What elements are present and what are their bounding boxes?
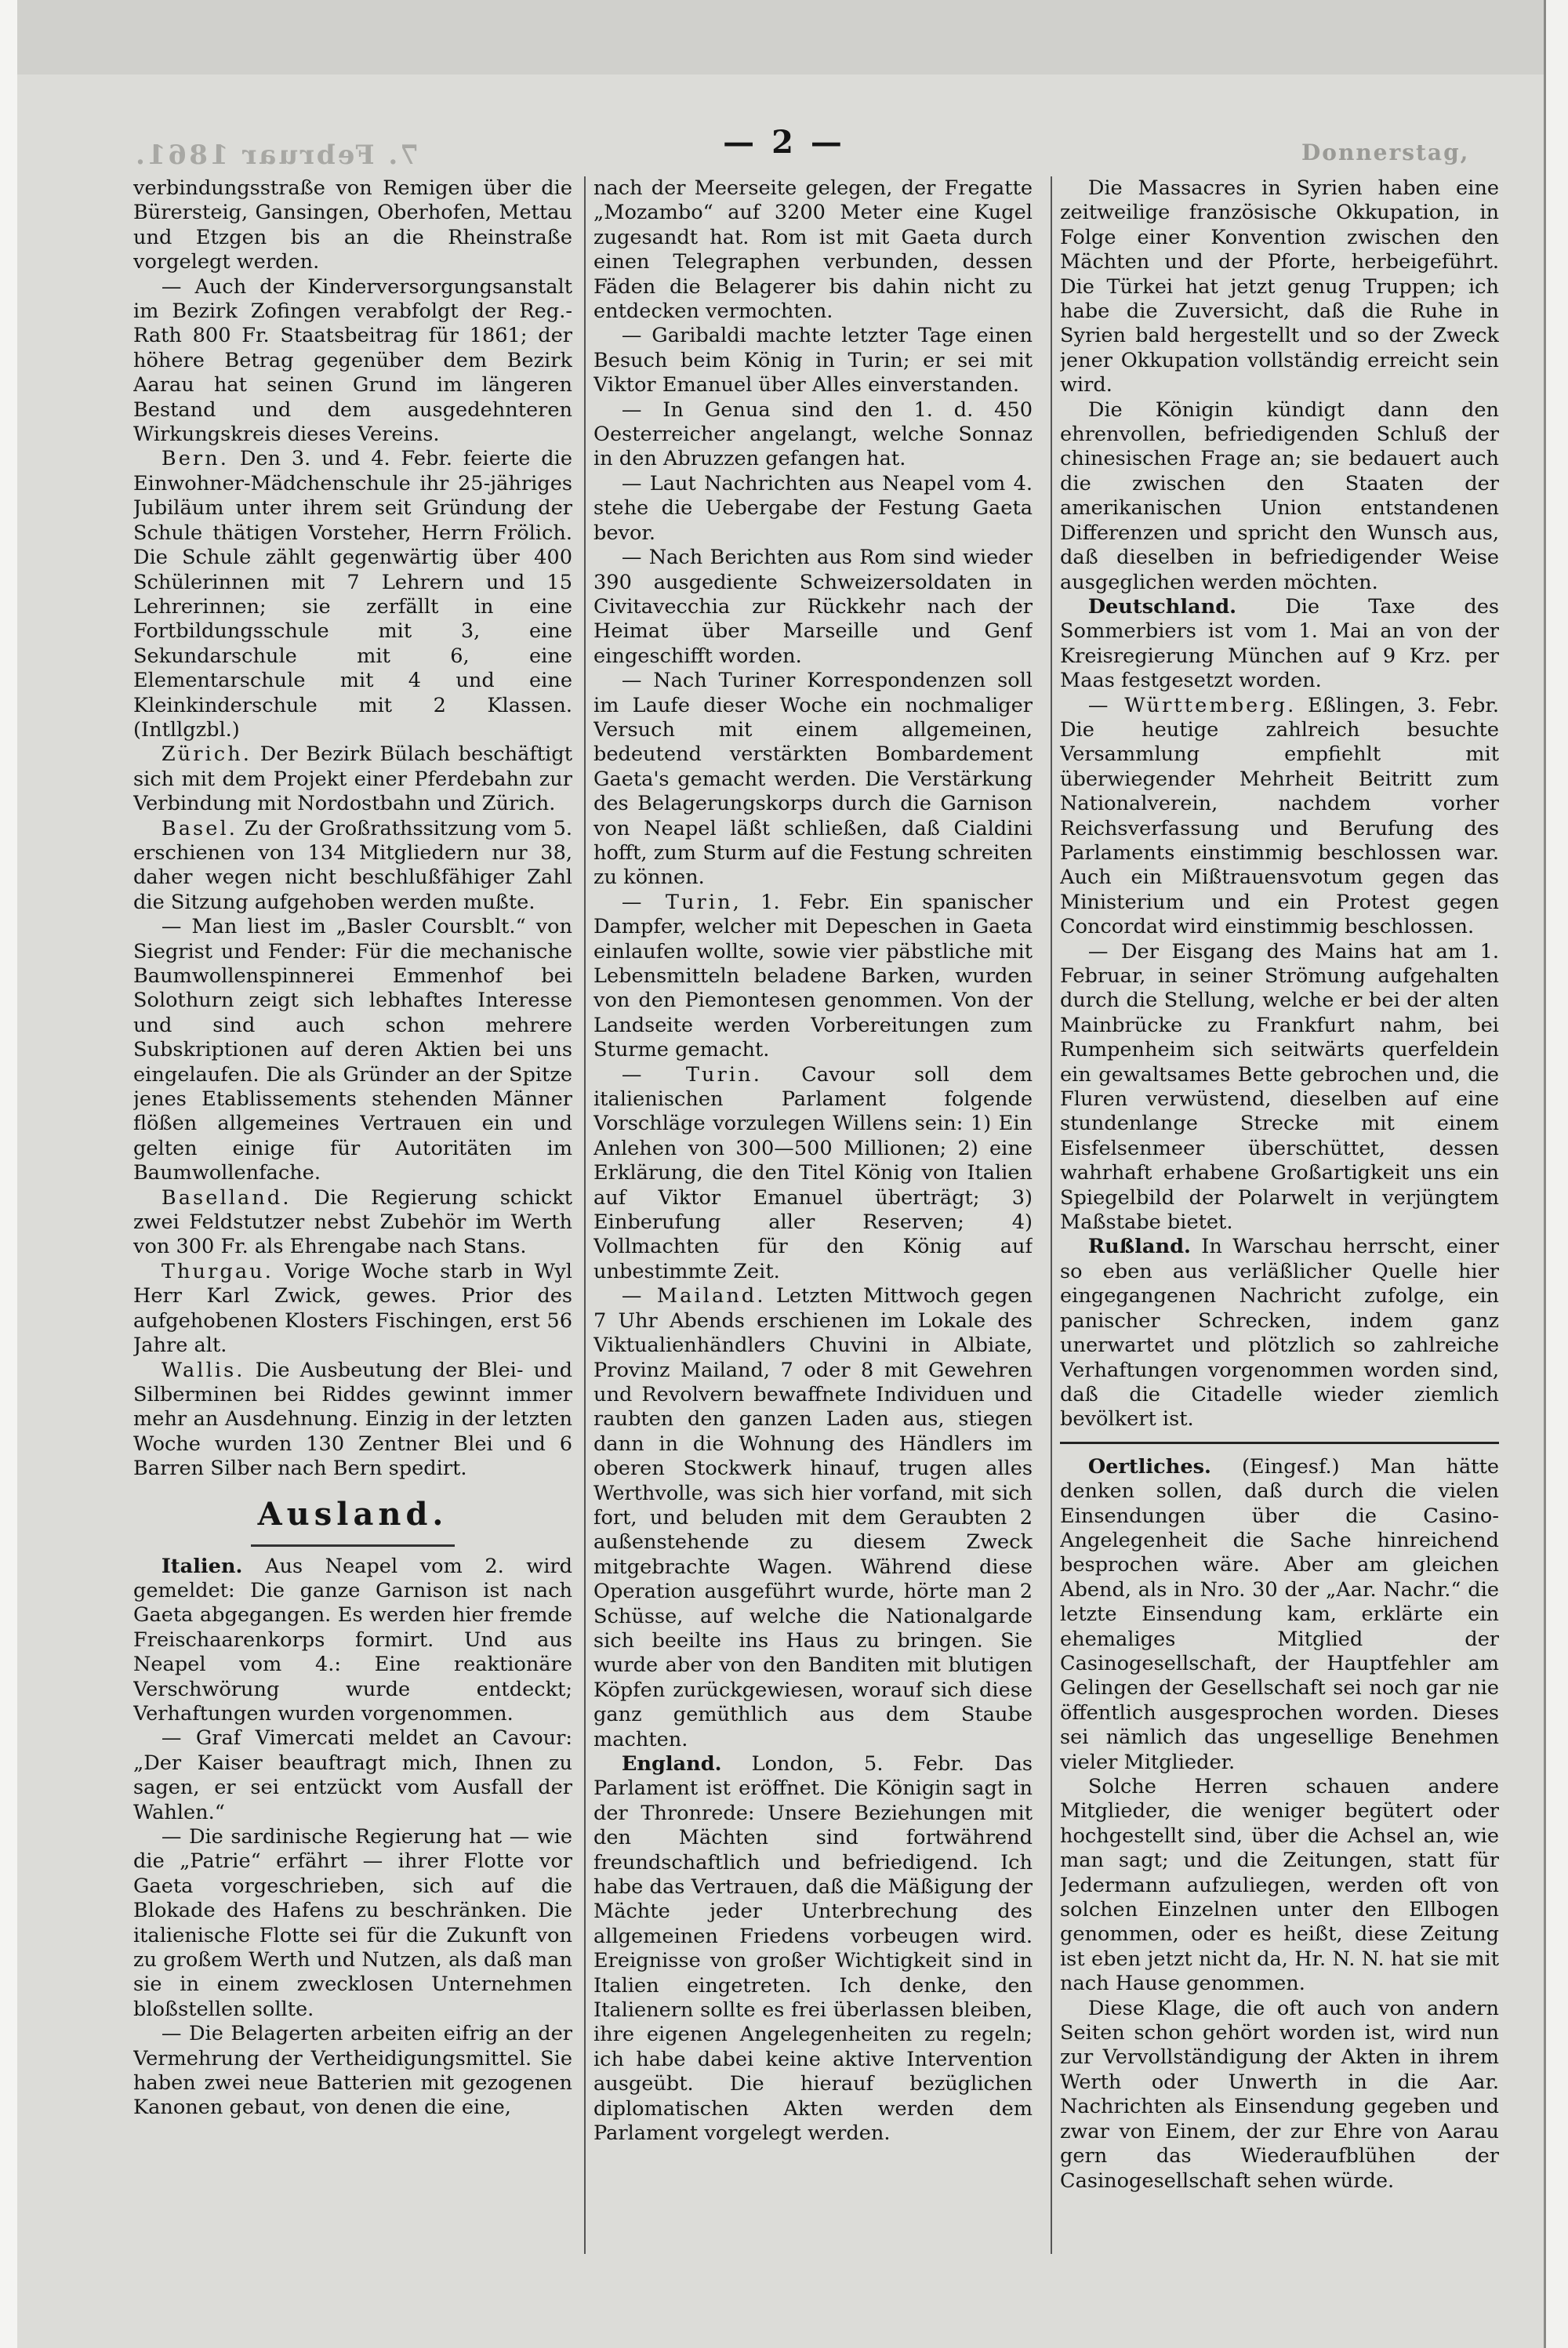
article-text: Letzten Mittwoch gegen 7 Uhr Abends erschienen im Lokale des Viktualienhändlers Chuvini in Albiate, Provinz Mailand, 7 oder 8 mit Gewehren und Revolvern bewaffnete Individuen und raubten den ganzen Laden aus, stiegen dann in die Wohnung des Händlers im oberen Stockwerk hinauf, trugen alles Werthvolle, was sich hier vorfand, mit sich fort, und beluden mit dem Geraubten 2 außenstehende zu diesem Zweck mitgebrachte Wagen. Während diese Operation ausgeführt wurde, hörte man 2 Schüsse, auf welche die Nationalgarde sich beeilte ins Haus zu bringen. Sie wurde aber von den Banditen mit blutigen Köpfen zurückgewiesen, worauf sich diese ganz gemüthlich aus dem Staube machten.: [593, 1284, 1033, 1751]
article-paragraph: [593, 398, 1033, 472]
article-text: 1. Febr. Ein spanischer Dampfer, welcher mit Depeschen in Gaeta einlaufen wollte, sowie vier päbstliche mit Lebensmitteln beladene Barken, wurden von den Piemontesen genommen. Von der Landseite werden Vorbereitungen zum Sturme gemacht.: [593, 890, 1033, 1062]
article-text: — Nach Turiner Korrespondenzen soll im Laufe dieser Woche ein nochmaliger Versuch mit einem allgemeinen, bedeutend verstärkten Bombardement Gaeta's gemacht werden. Die Verstärkung des Belagerungskorps durch die Garnison von Neapel läßt schließen, daß Cialdini hofft, zum Sturm auf die Festung schreiten zu können.: [593, 669, 1033, 890]
article-paragraph: [1060, 398, 1499, 595]
article-dateline: Basel.: [161, 816, 238, 840]
article-dateline: — Mailand.: [621, 1284, 766, 1308]
article-text: (Eingesf.) Man hätte denken sollen, daß durch die vielen Einsendungen über die Casino-Angelegenheit die Sache hinreichend besprochen wäre. Aber am gleichen Abend, als in Nro. 30 der „Aar. Nachr.“ die letzte Einsendung kam, erklärte ein ehemaliges Mitglied der Casinogesellschaft, der Hauptfehler am Gelingen der Gesellschaft sei noch gar nie öffentlich ausgesprochen worden. Dieses sei nämlich das ungesellige Benehmen vieler Mitglieder.: [1060, 1454, 1499, 1774]
article-paragraph: [593, 669, 1033, 891]
article-paragraph: [593, 472, 1033, 546]
article-lead-heading: England.: [621, 1752, 722, 1776]
article-paragraph: [593, 324, 1033, 397]
article-paragraph: [1060, 1997, 1499, 2194]
article-text: Die Ausbeutung der Blei- und Silberminen bei Riddes gewinnt immer mehr an Ausdehnung. Einzig in der letzten Woche wurden 130 Zentner Blei und 6 Barren Silber nach Bern spedirt.: [133, 1358, 572, 1481]
article-paragraph: [133, 275, 572, 448]
article-text: Die Regierung schickt zwei Feldstutzer nebst Zubehör im Werth von 300 Fr. als Ehrengabe nach Stans.: [133, 1185, 572, 1259]
article-paragraph: [133, 2022, 572, 2121]
article-lead-heading: Italien.: [161, 1554, 243, 1578]
article-text: verbindungsstraße von Remigen über die Bürersteig, Gansingen, Oberhofen, Mettau und Etzgen bis an die Rheinstraße vorgelegt werden.: [133, 176, 572, 274]
article-paragraph: [1060, 595, 1499, 694]
article-paragraph: [593, 1284, 1033, 1752]
article-text: — Die Belagerten arbeiten eifrig an der Vermehrung der Vertheidigungsmittel. Sie haben zwei neue Batterien mit gezogenen Kanonen gebaut, von denen die eine,: [133, 2022, 572, 2120]
column-3-top: [1060, 176, 1499, 1432]
column-2: [593, 176, 1033, 2309]
article-paragraph: [133, 1825, 572, 2022]
article-paragraph: [133, 1260, 572, 1359]
page-number: — 2 —: [723, 124, 845, 161]
article-text: Solche Herren schauen andere Mitglieder, die weniger begütert oder hochgestellt sind, über die Achsel an, wie man sagt; und die Zeitungen, statt für Jedermann aufzuliegen, werden oft von solchen Einzelnen unter den Ellbogen genommen, oder es heißt, diese Zeitung ist eben jetzt nicht da, Hr. N. N. hat sie mit nach Hause genommen.: [1060, 1775, 1499, 1996]
local-news-rule: [1060, 1442, 1499, 1444]
article-text: In Warschau herrscht, einer so eben aus verläßlicher Quelle hier eingegangenen Nachricht zufolge, ein panischer Schrecken, indem ganz unerwartet und plötzlich so zahlreiche Verhaftungen vorgenommen worden sind, daß die Citadelle wieder ziemlich bevölkert ist.: [1060, 1235, 1499, 1432]
article-paragraph: [1060, 176, 1499, 398]
article-text: Diese Klage, die oft auch von andern Seiten schon gehört worden ist, wird nun zur Vervollständigung der Akten in ihrem Werth oder Unwerth in die Aar. Nachrichten als Einsendung gegeben und zwar von Einem, der zur Ehre von Aarau gern das Wiederaufblühen der Casinogesellschaft sehen würde.: [1060, 1996, 1499, 2193]
article-dateline: — Turin,: [621, 890, 742, 914]
article-text: — Graf Vimercati meldet an Cavour: „Der Kaiser beauftragt mich, Ihnen zu sagen, er sei entzückt vom Ausfall der Wahlen.“: [133, 1726, 572, 1824]
article-text: Die Taxe des Sommerbiers ist vom 1. Mai an von der Kreisregierung München auf 9 Krz. per Maas festgesetzt worden.: [1060, 594, 1499, 693]
article-text: Der Bezirk Bülach beschäftigt sich mit dem Projekt einer Pferdebahn zur Verbindung mit Nordostbahn und Zürich.: [133, 742, 572, 816]
article-paragraph: [1060, 1775, 1499, 1997]
article-paragraph: [133, 447, 572, 742]
section-rule: [251, 1544, 455, 1547]
article-paragraph: [133, 817, 572, 916]
article-text: Die Massacres in Syrien haben eine zeitweilige französische Okkupation, in Folge einer Konvention zwischen den Mächten und der Pforte, herbeigeführt. Die Türkei hat jetzt genug Truppen; ich habe die Zuversicht, daß die Ruhe in Syrien bald hergestellt und so der Zweck jener Okkupation vollständig erreicht sein wird.: [1060, 176, 1499, 397]
bleed-through-masthead: Donnerstag,: [1301, 140, 1470, 165]
article-text: — Man liest im „Basler Coursblt.“ von Siegrist und Fender: Für die mechanische Baumwollenspinnerei Emmenhof bei Solothurn zeigt sich lebhaftes Interesse und sind auch schon mehrere Subskriptionen auf deren Aktien bei uns eingelaufen. Die als Gründer an der Spitze jenes Etablissements stehenden Männer flößen allgemeines Vertrauen ein und gelten einige für Autoritäten im Baumwollenfache.: [133, 915, 572, 1185]
article-dateline: — Turin.: [621, 1062, 762, 1087]
article-dateline: — Württemberg.: [1087, 693, 1297, 717]
article-text: — Garibaldi machte letzter Tage einen Besuch beim König in Turin; er sei mit Viktor Emanuel über Alles einverstanden.: [593, 324, 1033, 397]
article-paragraph: [593, 891, 1033, 1063]
column-2-body: [593, 176, 1033, 2147]
article-paragraph: [593, 546, 1033, 669]
article-paragraph: [1060, 694, 1499, 940]
column-3-bottom: [1060, 1455, 1499, 2194]
article-text: — Die sardinische Regierung hat — wie die „Patrie“ erfährt — ihrer Flotte vor Gaeta vorgeschrieben, sich auf die Blokade des Hafens zu beschränken. Die italienische Flotte sei für die Zukunft von zu großem Werth und Nutzen, als daß man sie in einem zwecklosen Unternehmen bloßstellen sollte.: [133, 1825, 572, 2021]
article-paragraph: [133, 1359, 572, 1482]
article-text: Cavour soll dem italienischen Parlament folgende Vorschläge vorzulegen Willens sein: 1) Ein Anlehen von 300—500 Millionen; 2) eine Erklärung, die den Titel König von Italien auf Viktor Emanuel überträgt; 3) Einberufung aller Reserven; 4) Vollmachten für den König auf unbestimmte Zeit.: [593, 1062, 1033, 1283]
page-right-margin: [1544, 0, 1568, 2348]
page-top-band: [0, 0, 1568, 74]
article-dateline: Zürich.: [161, 742, 252, 767]
article-paragraph: [593, 176, 1033, 324]
section-title-ausland: Ausland.: [257, 1495, 448, 1533]
column-3: [1060, 176, 1499, 2309]
column-1: [133, 176, 572, 2309]
article-paragraph: [133, 742, 572, 816]
article-text: London, 5. Febr. Das Parlament ist eröffnet. Die Königin sagt in der Thronrede: Unsere Beziehungen mit den Mächten sind fortwährend freundschaftlich und befriedigend. Ich habe das Vertrauen, daß die Mäßigung der Mächte jeder Unterbrechung des allgemeinen Friedens vorbeugen wird. Ereignisse von großer Wichtigkeit sind in Italien eingetreten. Ich denke, den Italienern sollte es frei überlassen bleiben, ihre eigenen Angelegenheiten zu regeln; ich habe dabei keine aktive Intervention ausgeübt. Die hierauf bezüglichen diplomatischen Akten werden dem Parlament vorgelegt werden.: [593, 1752, 1033, 2146]
page-left-margin: [0, 0, 17, 2348]
article-dateline: Thurgau.: [161, 1259, 274, 1283]
column-divider: [1051, 176, 1052, 2254]
article-text: — Nach Berichten aus Rom sind wieder 390 ausgediente Schweizersoldaten in Civitavecchia zur Rückkehr nach der Heimat über Marseille und Genf eingeschifft worden.: [593, 546, 1033, 668]
article-dateline: Bern.: [161, 447, 229, 471]
article-text: — In Genua sind den 1. d. 450 Oesterreicher angelangt, welche Sonnaz in den Abruzzen gefangen hat.: [593, 397, 1033, 471]
article-dateline: Baselland.: [161, 1185, 292, 1210]
article-text: — Auch der Kinderversorgungsanstalt im Bezirk Zofingen verabfolgt der Reg.-Rath 800 Fr. Staatsbeitrag für 1861; der höhere Betrag gegenüber dem Bezirk Aarau hat seinen Grund im längeren Bestand und dem ausgedehnteren Wirkungskreis dieses Vereins.: [133, 274, 572, 447]
article-paragraph: [593, 1063, 1033, 1285]
article-text: Eßlingen, 3. Febr. Die heutige zahlreich besuchte Versammlung empfiehlt mit überwiegender Mehrheit Beitritt zum Nationalverein, nachdem vorher Reichsverfassung und Berufung des Parlaments einstimmig beschlossen war. Auch ein Mißtrauensvotum gegen das Ministerium und ein Protest gegen Concordat wird einstimmig beschlossen.: [1060, 693, 1499, 939]
article-paragraph: [1060, 940, 1499, 1236]
article-paragraph: [133, 1186, 572, 1260]
article-text: Den 3. und 4. Febr. feierte die Einwohner-Mädchenschule ihr 25-jähriges Jubiläum unter ihrem seit Gründung der Schule thätigen Vorsteher, Herrn Frölich. Die Schule zählt gegenwärtig über 400 Schülerinnen mit 7 Lehrern und 15 Lehrerinnen; sie zerfällt in eine Fortbildungsschule mit 3, eine Sekundarschule mit 6, eine Elementarschule mit 4 und eine Kleinkinderschule mit 2 Klassen. (Intllgzbl.): [133, 447, 572, 742]
article-dateline: Wallis.: [161, 1358, 245, 1382]
article-text: nach der Meerseite gelegen, der Fregatte „Mozambo“ auf 3200 Meter eine Kugel zugesandt hat. Rom ist mit Gaeta durch einen Telegraphen verbunden, dessen Fäden die Belagerer bis dahin nicht zu entdecken vermochten.: [593, 176, 1033, 324]
article-lead-heading: Deutschland.: [1087, 594, 1237, 619]
article-text: — Laut Nachrichten aus Neapel vom 4. stehe die Uebergabe der Festung Gaeta bevor.: [593, 471, 1033, 545]
article-paragraph: [1060, 1455, 1499, 1775]
article-paragraph: [133, 1555, 572, 1727]
article-lead-heading: Rußland.: [1087, 1235, 1191, 1259]
column-1-top: [133, 176, 572, 1482]
bleed-through-date: 7. Februar 1861.: [133, 140, 419, 171]
article-text: — Der Eisgang des Mains hat am 1. Februar, in seiner Strömung aufgehalten durch die Stellung, welche er bei der alten Mainbrücke zu Frankfurt nahm, bei Rumpenheim sich seitwärts querfeldein ein gewaltsames Bette gebrochen und, die Fluren verwüstend, dieselben auf eine stundenlange Strecke mit einem Eisfelsenmeer überschüttet, dessen wahrhaft erhabene Großartigkeit uns ein Spiegelbild der Polarwelt in verjüngtem Maßstabe bietet.: [1060, 939, 1499, 1235]
article-paragraph: [133, 915, 572, 1185]
article-text: Zu der Großrathssitzung vom 5. erschienen von 134 Mitgliedern nur 38, daher wegen nicht beschlußfähiger Zahl die Sitzung aufgehoben werden mußte.: [133, 816, 572, 914]
column-1-bottom: [133, 1555, 572, 2121]
article-paragraph: [133, 1726, 572, 1825]
article-text: Vorige Woche starb in Wyl Herr Karl Zwick, gewes. Prior des aufgehobenen Klosters Fischingen, erst 56 Jahre alt.: [133, 1259, 572, 1358]
article-lead-heading: Oertliches.: [1087, 1454, 1211, 1479]
article-text: Die Königin kündigt dann den ehrenvollen, befriedigenden Schluß der chinesischen Frage an; sie bedauert auch die zwischen den Staaten der amerikanischen Union entstandenen Differenzen und spricht den Wunsch aus, daß dieselben in befriedigender Weise ausgeglichen werden möchten.: [1060, 397, 1499, 594]
article-paragraph: [593, 1752, 1033, 2147]
column-divider: [584, 176, 586, 2254]
article-text: Aus Neapel vom 2. wird gemeldet: Die ganze Garnison ist nach Gaeta abgegangen. Es werden hier fremde Freischaarenkorps formirt. Und aus Neapel vom 4.: Eine reaktionäre Verschwörung wurde entdeckt; Verhaftungen wurden vorgenommen.: [133, 1554, 572, 1726]
article-paragraph: [1060, 1235, 1499, 1432]
article-paragraph: [133, 176, 572, 275]
